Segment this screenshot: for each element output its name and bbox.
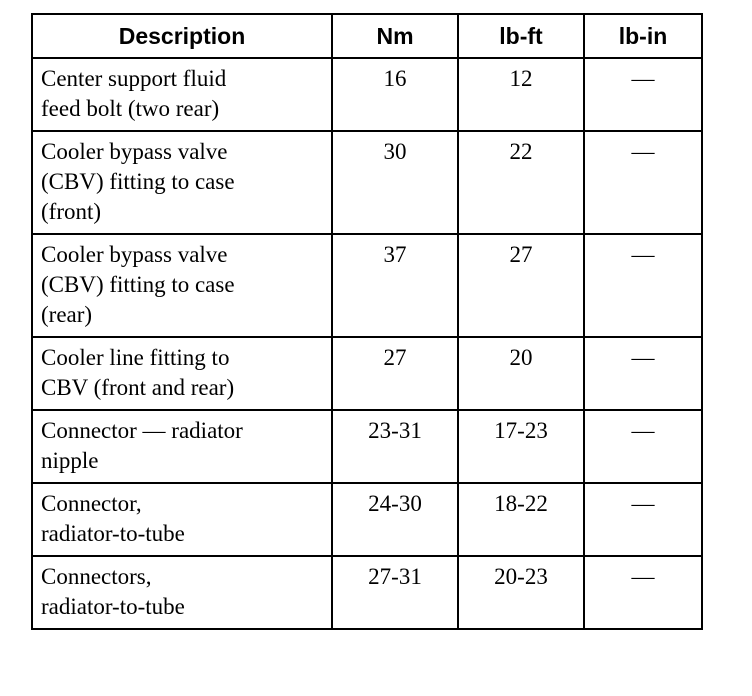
table-row	[32, 234, 702, 337]
description-cell	[32, 131, 332, 234]
nm-value-cell: 23-31	[332, 410, 458, 483]
description-line: Connector,	[41, 491, 142, 516]
table-row	[32, 58, 702, 131]
lb-ft-value-cell: 20-23	[458, 556, 584, 629]
table-row	[32, 556, 702, 629]
description-cell	[32, 556, 332, 629]
nm-value-cell: 16	[332, 58, 458, 131]
description-line: Cooler bypass valve	[41, 139, 228, 164]
table-row	[32, 410, 702, 483]
lb-ft-value-cell: 22	[458, 131, 584, 234]
description-line: Cooler line fitting to	[41, 345, 230, 370]
header-lb-in: lb-in	[584, 14, 702, 58]
header-row	[32, 14, 702, 58]
nm-value-cell: 24-30	[332, 483, 458, 556]
lb-in-value-cell: —	[584, 234, 702, 337]
table-row	[32, 483, 702, 556]
description-cell	[32, 337, 332, 410]
description-line: feed bolt (two rear)	[41, 96, 220, 121]
lb-ft-value-cell: 18-22	[458, 483, 584, 556]
description-cell	[32, 234, 332, 337]
lb-in-value-cell: —	[584, 131, 702, 234]
nm-value-cell: 27-31	[332, 556, 458, 629]
lb-ft-value-cell: 17-23	[458, 410, 584, 483]
table-row	[32, 337, 702, 410]
lb-in-value-cell: —	[584, 410, 702, 483]
nm-value-cell: 27	[332, 337, 458, 410]
description-line: (CBV) fitting to case	[41, 272, 235, 297]
header-description: Description	[32, 14, 332, 58]
table-body	[32, 58, 702, 629]
description-line: (CBV) fitting to case	[41, 169, 235, 194]
header-lb-ft: lb-ft	[458, 14, 584, 58]
table-row	[32, 131, 702, 234]
description-cell	[32, 410, 332, 483]
description-line: radiator-to-tube	[41, 521, 185, 546]
header-nm: Nm	[332, 14, 458, 58]
lb-ft-value-cell: 20	[458, 337, 584, 410]
nm-value-cell: 30	[332, 131, 458, 234]
description-line: nipple	[41, 448, 99, 473]
torque-specifications-table	[31, 13, 703, 630]
description-line: CBV (front and rear)	[41, 375, 235, 400]
lb-in-value-cell: —	[584, 556, 702, 629]
nm-value-cell: 37	[332, 234, 458, 337]
lb-in-value-cell: —	[584, 337, 702, 410]
lb-ft-value-cell: 27	[458, 234, 584, 337]
description-line: (rear)	[41, 302, 93, 327]
lb-ft-value-cell: 12	[458, 58, 584, 131]
table-header	[32, 14, 702, 58]
description-line: radiator-to-tube	[41, 594, 185, 619]
description-line: Connectors,	[41, 564, 152, 589]
description-line: Center support fluid	[41, 66, 227, 91]
description-line: Cooler bypass valve	[41, 242, 228, 267]
description-cell	[32, 58, 332, 131]
description-line: Connector — radiator	[41, 418, 243, 443]
description-line: (front)	[41, 199, 102, 224]
description-cell	[32, 483, 332, 556]
lb-in-value-cell: —	[584, 483, 702, 556]
lb-in-value-cell: —	[584, 58, 702, 131]
